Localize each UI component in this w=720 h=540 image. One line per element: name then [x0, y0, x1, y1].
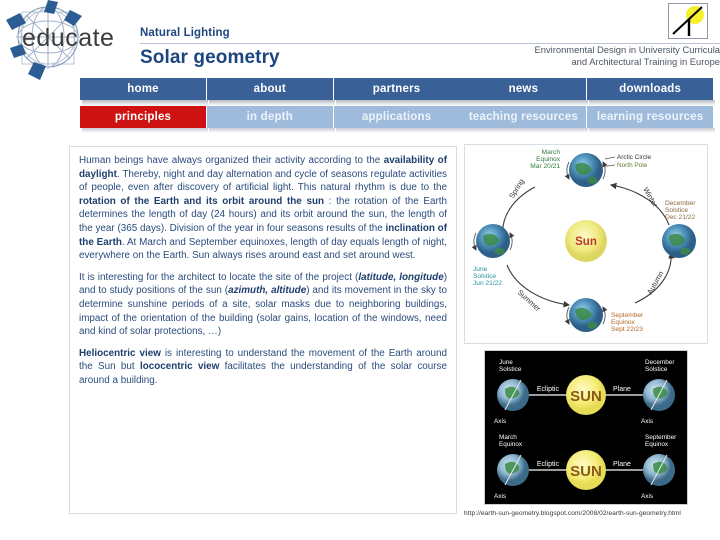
nav-column-news — [460, 78, 586, 128]
nav-subtab-principles[interactable]: principles — [80, 106, 206, 128]
nav-subtab-shadow — [462, 128, 588, 133]
svg-text:Mar 20/21: Mar 20/21 — [530, 163, 560, 170]
nav-subtab-learning-resources[interactable]: learning resources — [587, 106, 713, 128]
brand-tagline-line1: Environmental Design in University Curricula — [534, 44, 720, 55]
page-title-block — [140, 26, 490, 70]
text-run: latitude, longitude — [358, 271, 444, 283]
article-text-panel — [69, 146, 457, 514]
main-navigation — [0, 78, 720, 130]
nav-column-downloads — [587, 78, 713, 128]
text-run: ) and its movement in the sky to determine sunshine periods of a site, solar masks due to neighboring buildings, impact of the orientation of the building (solar gains, location of the windows, need and kind of solar protections, …) — [79, 285, 447, 338]
svg-text:Axis: Axis — [641, 493, 654, 500]
svg-text:December: December — [665, 200, 696, 207]
svg-text:Autumn: Autumn — [644, 269, 666, 296]
page-title: Solar geometry — [140, 47, 280, 68]
svg-text:SUN: SUN — [570, 463, 602, 480]
svg-text:Ecliptic: Ecliptic — [536, 386, 559, 393]
svg-text:June: June — [499, 359, 513, 366]
svg-text:March: March — [499, 434, 517, 441]
nav-subtab-applications[interactable]: applications — [334, 106, 460, 128]
svg-text:September: September — [645, 434, 677, 441]
nav-subtab-teaching-resources[interactable]: teaching resources — [460, 106, 586, 128]
svg-text:Ecliptic: Ecliptic — [536, 461, 559, 468]
svg-text:Solstice: Solstice — [665, 207, 689, 214]
svg-text:Jun 21/22: Jun 21/22 — [473, 280, 502, 287]
svg-text:Dec 21/22: Dec 21/22 — [665, 214, 696, 221]
svg-text:Solstice: Solstice — [473, 273, 497, 280]
nav-column-about — [207, 78, 333, 128]
text-run: is interesting to understand the movement of the Earth around the Sun but — [79, 347, 447, 373]
svg-text:Plane: Plane — [613, 386, 631, 393]
nav-subtab-shadow — [82, 128, 208, 133]
svg-text:Axis: Axis — [494, 493, 507, 500]
nav-tab-about[interactable]: about — [207, 78, 333, 100]
nav-subtab-shadow — [209, 128, 335, 133]
article-paragraph — [79, 271, 447, 339]
svg-text:Equinox: Equinox — [499, 441, 523, 448]
text-run: inclination of the Earth — [79, 222, 447, 248]
text-run: rotation of the Earth and its orbit around the sun — [79, 195, 325, 207]
nav-subtab-shadow — [336, 128, 462, 133]
nav-tab-downloads[interactable]: downloads — [587, 78, 713, 100]
svg-text:Arctic Circle: Arctic Circle — [617, 154, 652, 161]
text-run: : the rotation of the Earth determines the length of day (24 hours) and its orbit around the sun, the length of the year (365 days). Division of the year in four seasons results of the — [79, 195, 448, 234]
text-run: lococentric view — [139, 361, 220, 373]
svg-text:North Pole: North Pole — [617, 162, 648, 169]
svg-text:December: December — [645, 359, 675, 366]
earth-orbit-seasons-diagram — [464, 144, 708, 344]
svg-text:Equinox: Equinox — [645, 441, 669, 448]
text-run: facilitates the understanding of the solar course around a building. — [79, 361, 447, 386]
article-paragraph — [79, 347, 447, 388]
svg-text:September: September — [611, 312, 644, 319]
svg-text:Solstice: Solstice — [499, 366, 522, 373]
svg-text:Equinox: Equinox — [536, 156, 560, 163]
svg-text:SUN: SUN — [570, 388, 602, 405]
sun-over-horizon-icon — [668, 3, 708, 39]
text-run: Human beings have always organized their activity according to the — [79, 155, 384, 166]
article-paragraph — [79, 154, 447, 263]
nav-tab-home[interactable]: home — [80, 78, 206, 100]
eyebrow-label: Natural Lighting — [140, 27, 230, 39]
nav-subtab-in-depth[interactable]: in depth — [207, 106, 333, 128]
svg-text:Equinox: Equinox — [611, 319, 635, 326]
educate-logo[interactable] — [4, 0, 132, 86]
svg-text:Spring: Spring — [507, 177, 527, 201]
brand-tagline-line2: and Architectural Training in Europe — [571, 56, 720, 68]
svg-text:June: June — [473, 266, 488, 273]
text-run: availability of daylight — [79, 155, 447, 180]
text-run: Heliocentric view — [79, 347, 161, 359]
nav-tab-news[interactable]: news — [460, 78, 586, 100]
svg-text:Sept 22/23: Sept 22/23 — [611, 326, 643, 333]
nav-subtab-shadow — [589, 128, 715, 133]
svg-text:Sun: Sun — [575, 236, 597, 248]
svg-text:Plane: Plane — [613, 461, 631, 468]
nav-column-partners — [334, 78, 460, 128]
text-run: ) and to study positions of the sun ( — [79, 271, 448, 297]
text-run: . At March and September equinoxes, length of day equals length of night, everywhere on the Earth. Sun always rises around east and set around west. — [79, 236, 447, 262]
nav-tab-partners[interactable]: partners — [334, 78, 460, 100]
page-content — [0, 138, 720, 540]
ecliptic-plane-diagram — [484, 350, 688, 505]
svg-text:educate: educate — [22, 24, 115, 52]
text-run: . Thereby, night and day alternation and cycle of seasons regulate activities of people, even after discovery of artificial light. This natural rhythm is due to the — [79, 168, 447, 194]
text-run: It is interesting for the architect to locate the site of the project ( — [79, 271, 359, 283]
svg-text:Summer: Summer — [515, 287, 543, 314]
brand-tagline — [488, 44, 720, 69]
svg-text:Axis: Axis — [494, 418, 507, 425]
svg-text:March: March — [541, 149, 560, 156]
nav-column-home — [80, 78, 206, 128]
svg-text:Winter: Winter — [641, 185, 660, 209]
svg-text:Axis: Axis — [641, 418, 654, 425]
text-run: azimuth, altitude — [228, 285, 307, 297]
page-header — [0, 0, 720, 78]
figure-source-caption: http://earth-sun-geometry.blogspot.com/2008/02/earth-sun-geometry.html — [464, 510, 681, 517]
svg-text:Solstice: Solstice — [645, 366, 668, 373]
